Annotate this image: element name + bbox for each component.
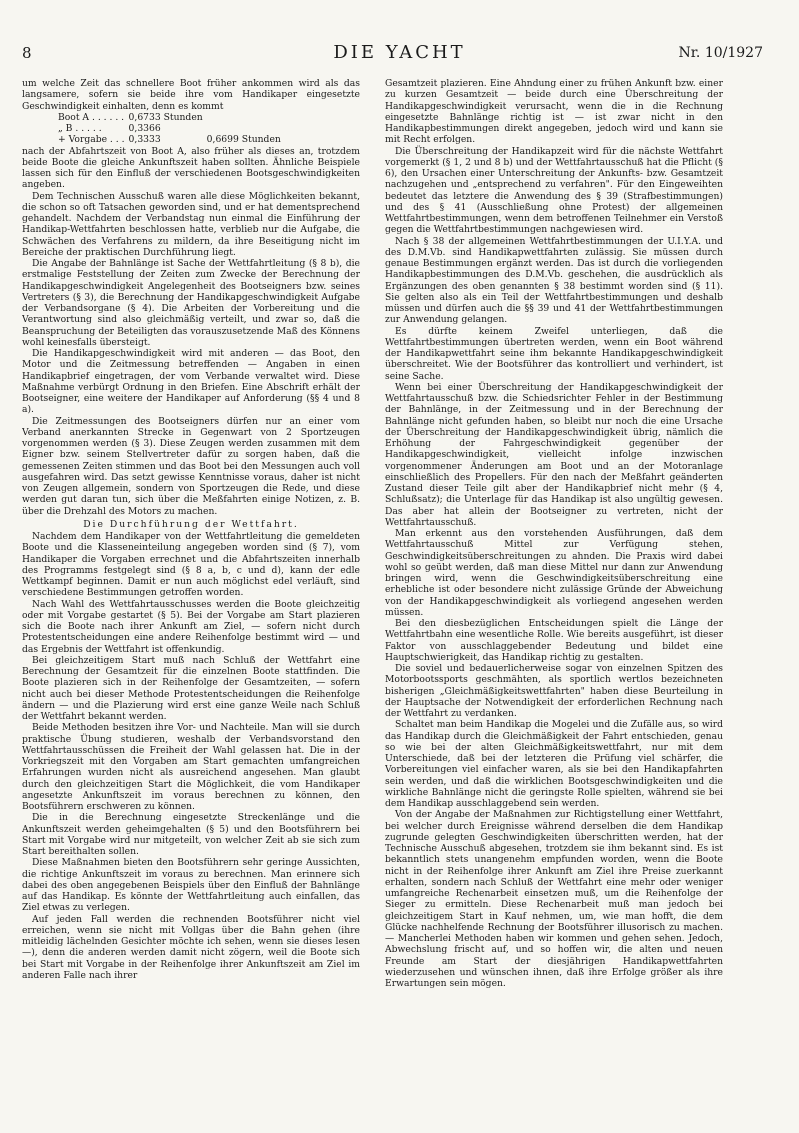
table-row-label: Boot A . . . . . . [58,111,125,123]
table-row-value: 0,3333 [128,134,161,146]
body-paragraph: Bei gleichzeitigem Start muß nach Schluß der Wettfahrt eine Berechnung der Gesamtzeit für die einzelnen Boote stattfinden. Die Boote plazieren sich in der Reihenfolge der Gesamtzeiten, — sofern nicht auch bei dieser Methode Protestentscheidungen die Reihenfolge ändern — und die Plazierung wird erst eine ganze Weile nach Schluß der Wettfahrt bekannt werden. [22,654,360,722]
right-column [385,78,723,1108]
body-paragraph: Es dürfte keinem Zweifel unterliegen, daß die Wettfahrtbestimmungen übertreten werden, wenn ein Boot während der Handikapwettfahrt seine ihm bekannte Handikapgeschwindigkeit überschreitet. Wie der Bootsführer das kontrolliert und verhindert, ist seine Sache. [385,325,723,382]
table-row [58,112,285,123]
body-paragraph: Von der Angabe der Maßnahmen zur Richtigstellung einer Wettfahrt, bei welcher durch Ereignisse während derselben die dem Handikap zugrunde gelegten Geschwindigkeiten überschritten werden, hat der Technische Ausschuß abgesehen, trotzdem sie ihm bekannt sind. Es ist bekanntlich stets unangenehm empfunden worden, wenn die Boote nicht in der Reihenfolge ihrer Ankunft am Ziel ihre Preise zuerkannt erhalten, sondern nach Schluß der Wettfahrt eine mehr oder weniger umfangreiche Rechenarbeit einsetzen muß, um die Reihenfolge der Sieger zu ermitteln. Diese Rechenarbeit muß man jedoch bei gleichzeitigem Start in Kauf nehmen, um, wie man hofft, die dem Glücke nachhelfende Rechnung der Bootsführer illusorisch zu machen. — Mancherlei Methoden haben wir kommen und gehen sehen. Jedoch, Abwechslung frischt auf, und so hoffen wir, die alten und neuen Freunde am Start der diesjährigen Handikapwettfahrten wiederzusehen und wünschen ihnen, daß ihre Erfolge größer als ihre Erwartungen sein mögen. [385,809,723,989]
body-paragraph: Die Überschreitung der Handikapzeit wird für die nächste Wettfahrt vorgemerkt (§ 1, 2 und 8 b) und der Wettfahrtausschuß hat die Pflicht (§ 6), den Ursachen einer Unterschreitung der Ankunfts- bzw. Gesamtzeit nachzugehen und „entsprechend zu verfahren". Für den Eingeweihten bedeutet das letztere die Anwendung des § 39 (Strafbestimmungen) und des § 41 (Ausschließung ohne Protest) der allgemeinen Wettfahrtbestimmungen, wenn dem betroffenen Teilnehmer ein Verstoß gegen die Wettfahrtbestimmungen nachgewiesen wird. [385,145,723,236]
table-row-result: 0,6699 Stunden [206,134,281,146]
left-column [22,78,360,1108]
table-row-label: „ B . . . . . [58,123,102,134]
body-paragraph: Die in die Berechnung eingesetzte Streckenlänge und die Ankunftszeit werden geheimgehalten (§ 5) und den Bootsführern bei Start mit Vorgabe wird nur mitgeteilt, von welcher Zeit ab sie sich zum Start bereithalten sollen. [22,812,360,857]
page-number: 8 [22,44,32,62]
body-paragraph: Die Zeitmessungen des Bootseigners dürfen nur an einer vom Verband anerkannten Strecke in Gegenwart von 2 Sportzeugen vorgenommen werden (§ 3). Diese Zeugen werden zusammen mit dem Eigner bzw. seinem Stellvertreter dafür zu sorgen haben, daß die gemessenen Zeiten stimmen und das Boot bei den Messungen auch voll ausgefahren wird. Das setzt gewisse Kenntnisse voraus, daher ist nicht von Zeugen allgemein, sondern von Sportzeugen die Rede, und diese werden gut daran tun, sich über die Meßfahrten einige Notizen, z. B. über die Drehzahl des Motors zu machen. [22,415,360,517]
body-paragraph: Diese Maßnahmen bieten den Bootsführern sehr geringe Aussichten, die richtige Ankunftszeit im voraus zu berechnen. Man erinnere sich dabei des oben angegebenen Beispiels über den Einfluß der Bahnlänge auf das Handikap. Es könnte der Wettfahrtleitung auch einfallen, das Ziel etwas zu verlegen. [22,857,360,914]
boat-time-table [58,112,285,146]
body-paragraph: Bei den diesbezüglichen Entscheidungen spielt die Länge der Wettfahrtbahn eine wesentliche Rolle. Wie bereits ausgeführt, ist dieser Faktor von ausschlaggebender Bedeutung und bildet eine Hauptschwierigkeit, das Handikap richtig zu gestalten. [385,618,723,663]
body-paragraph: Die Handikapgeschwindigkeit wird mit anderen — das Boot, den Motor und die Zeitmessung betreffenden — Angaben in einen Handikapbrief eingetragen, der vom Verbande verwaltet wird. Diese Maßnahme verbürgt Ordnung in den Briefen. Eine Abschrift erhält der Bootseigner, eine weitere der Handikaper auf Anforderung (§§ 4 und 8 a). [22,348,360,416]
body-paragraph: Schaltet man beim Handikap die Mogelei und die Zufälle aus, so wird das Handikap durch die Gleichmäßigkeit der Fahrt entschieden, genau so wie bei der alten Gleichmäßigkeitswettfahrt, nur mit dem Unterschiede, daß bei der letzteren die Prüfung viel schärfer, die Vorbereitungen viel einfacher waren, als sie bei den Handikapfahrten sein werden, und daß die wirklichen Bootsgeschwindigkeiten und die wirkliche Bahnlänge nicht die geringste Rolle spielten, während sie bei dem Handikap ausschlaggebend sein werden. [385,719,723,809]
table-row-label: + Vorgabe . . . [58,134,125,146]
body-paragraph: Die Angabe der Bahnlänge ist Sache der Wettfahrtleitung (§ 8 b), die erstmalige Feststellung der Zeiten zum Zwecke der Berechnung der Handikapgeschwindigkeit Angelegenheit des Bootseigners bzw. seines Vertreters (§ 3), die Berechnung der Handikapgeschwindigkeit Aufgabe der Verbandsorgane (§ 4). Die Arbeiten der Vorbereitung und die Verantwortung sind also gleichmäßig verteilt, und zwar so, daß die Beanspruchung der Beteiligten das vorauszusetzende Maß des Könnens wohl keinesfalls übersteigt. [22,258,360,348]
body-paragraph: Dem Technischen Ausschuß waren alle diese Möglichkeiten bekannt, die schon so oft Tatsachen geworden sind, und er hat dementsprechend gehandelt. Nachdem der Verbandstag nun einmal die Einführung der Handikap-Wettfahrten beschlossen hatte, verblieb nur die Aufgabe, die Schwächen des Verfahrens zu mildern, da ihre Beseitigung nicht im Bereiche der praktischen Durchführung liegt. [22,190,360,258]
body-paragraph: Die soviel und bedauerlicherweise sogar von einzelnen Spitzen des Motorbootssports geschmähten, als sportlich wertlos bezeichneten bisherigen „Gleichmäßigkeitswettfahrten" haben diese Beurteilung in der Hauptsache der Notwendigkeit der erforderlichen Rechnung nach der Wettfahrt zu verdanken. [385,663,723,719]
body-paragraph: Beide Methoden besitzen ihre Vor- und Nachteile. Man will sie durch praktische Übung studieren, weshalb der Verbandsvorstand den Wettfahrtausschüssen die Freiheit der Wahl gelassen hat. Die in der Vorkriegszeit mit den Vorgaben am Start gemachten umfangreichen Erfahrungen wurden nicht als ausreichend angesehen. Man glaubt durch den gleichzeitigen Start die Möglichkeit, die vom Handikaper angesetzte Ankunftszeit im voraus berechnen zu können, den Bootsführern erschweren zu können. [22,722,360,812]
table-row [58,123,285,134]
table-row-value: 0,3366 [128,123,161,134]
body-paragraph: Auf jeden Fall werden die rechnenden Bootsführer nicht viel erreichen, wenn sie nicht mit Vollgas über die Bahn gehen (ihre mitleidig lächelnden Gesichter möchte ich sehen, wenn sie dieses lesen —), denn die anderen werden damit nicht zögern, weil die Boote sich bei Start mit Vorgabe in der Reihenfolge ihrer Ankunftszeit am Ziel im anderen Falle nach ihrer [22,913,360,981]
table-row-result [207,112,285,123]
intro-paragraph: um welche Zeit das schnellere Boot früher ankommen wird als das langsamere, sofern sie beide ihre vom Handikaper eingesetzte Geschwindigkeit einhalten, denn es kommt [22,78,360,112]
body-paragraph: Nach Wahl des Wettfahrtausschusses werden die Boote gleichzeitig oder mit Vorgabe gestartet (§ 5). Bei der Vorgabe am Start plazieren sich die Boote nach ihrer Ankunft am Ziel, — sofern nicht durch Protestentscheidungen eine andere Reihenfolge bestimmt wird — und das Ergebnis der Wettfahrt ist offenkundig. [22,598,360,655]
table-row [58,134,285,145]
table-row-value: 0,6733 Stunden [128,111,203,123]
body-paragraph: Man erkennt aus den vorstehenden Ausführungen, daß dem Wettfahrtausschuß Mittel zur Verfügung stehen, Geschwindigkeitsüberschreitungen zu ahnden. Die Praxis wird dabei wohl so geübt werden, daß man diese Mittel nur dann zur Anwendung bringen wird, wenn die Geschwindigkeitsüberschreitung eine erhebliche ist oder besondere nicht zulässige Gründe der Abweichung von der Handikapgeschwindigkeit als vorliegend angesehen werden müssen. [385,528,723,618]
table-row-result [207,123,285,134]
issue-number: Nr. 10/1927 [678,45,763,61]
body-paragraph: Nachdem dem Handikaper von der Wettfahrtleitung die gemeldeten Boote und die Klasseneinteilung angegeben worden sind (§ 7), vom Handikaper die Vorgaben errechnet und die Abfahrtszeiten innerhalb des Programms festgelegt sind (§ 8 a, b, c und d), kann der edle Wettkampf beginnen. Damit er nun auch möglichst edel verläuft, sind verschiedene Bestimmungen getroffen worden. [22,531,360,599]
magazine-title: DIE YACHT [333,42,466,63]
body-paragraph: Wenn bei einer Überschreitung der Handikapgeschwindigkeit der Wettfahrtausschuß bzw. die Schiedsrichter Fehler in der Bestimmung der Bahnlänge, in der Zeitmessung und in der Berechnung der Bahnlänge nicht gefunden haben, so bleibt nur noch die eine Ursache der Überschreitung der Handikapgeschwindigkeit übrig, nämlich die Erhöhung der Fahrgeschwindigkeit gegenüber der Handikapgeschwindigkeit, vielleicht infolge inzwischen vorgenommener Änderungen am Boot und an der Motoranlage einschließlich des Propellers. Für den nach der Meßfahrt geänderten Zustand dieser Teile gilt aber der Handikapbrief nicht mehr (§ 4, Schlußsatz); die Unterlage für das Handikap ist also ungültig gewesen. Das aber hat allein der Bootseigner zu vertreten, nicht der Wettfahrtausschuß. [385,381,723,528]
body-paragraph: Nach § 38 der allgemeinen Wettfahrtbestimmungen der U.I.Y.A. und des D.M.Vb. sind Handikapwettfahrten zulässig. Sie müssen durch genaue Bestimmungen ergänzt werden. Das ist durch die vorliegenden Handikapbestimmungen des D.M.Vb. geschehen, die ausdrücklich als Ergänzungen des oben genannten § 38 bestimmt worden sind (§ 11). Sie gelten also als ein Teil der Wettfahrtbestimmungen und deshalb müssen und dürfen auch die §§ 39 und 41 der Wettfahrtbestimmungen zur Anwendung gelangen. [385,235,723,326]
body-paragraph: Gesamtzeit plazieren. Eine Ahndung einer zu frühen Ankunft bzw. einer zu kurzen Gesamtzeit — beide durch eine Überschreitung der Handikapgeschwindigkeit verursacht, wenn die in die Rechnung eingesetzte Bahnlänge richtig ist — ist zwar nicht in den Handikapbestimmungen direkt angegeben, jedoch wird und kann sie mit Recht erfolgen. [385,78,723,146]
section-heading: Die Durchführung der Wettfahrt. [83,518,299,530]
body-paragraph: nach der Abfahrtszeit von Boot A, also früher als dieses an, trotzdem beide Boote die gleiche Ankunftszeit haben sollten. Ähnliche Beispiele lassen sich für den Einfluß der verschiedenen Bootsgeschwindigkeiten angeben. [22,145,360,191]
